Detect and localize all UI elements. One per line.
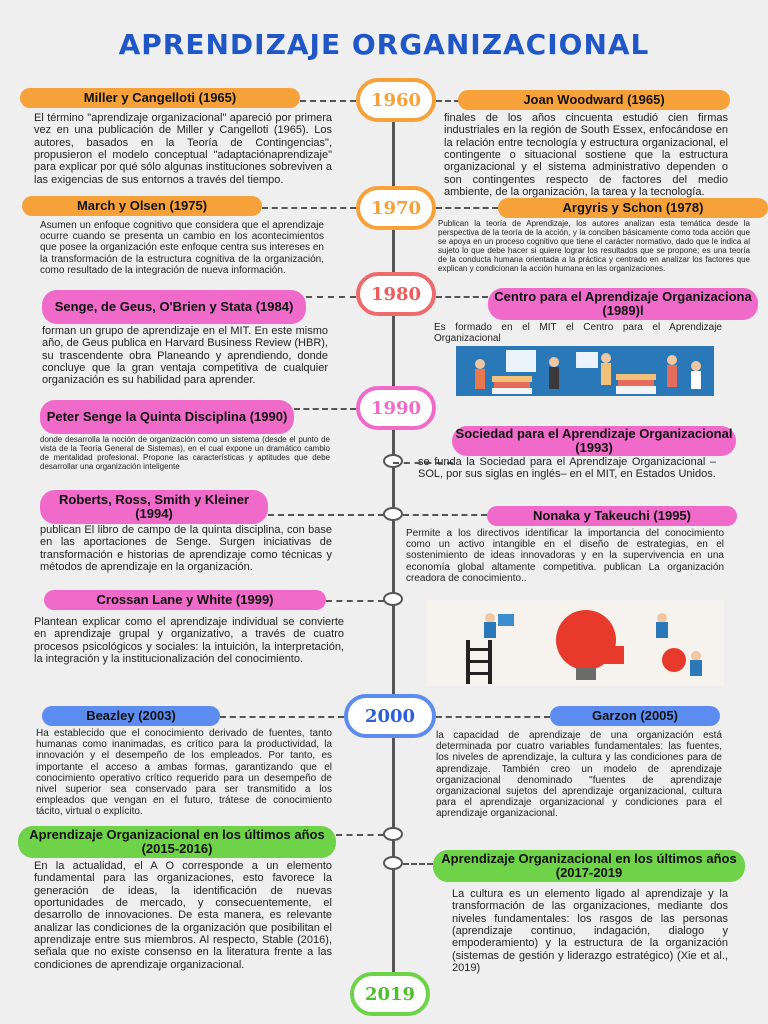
connector (300, 100, 356, 102)
puzzle-bulb-illustration (426, 600, 724, 686)
entry-heading: Sociedad para el Aprendizaje Organizacional (1993) (452, 426, 736, 456)
year-2000: 2000 (344, 694, 436, 738)
entry-heading: Garzon (2005) (550, 706, 720, 726)
entry-text: La cultura es un elemento ligado al aprendizaje y la transformación de las organizaciones, mediante dos niveles fundamentales: los rasgos de las personas (aprendizaje continuo, indagación, dialogo y empoderamiento) y la estructura de la organización (sistemas de gestión y liderazgo estratégico) (Xie et al., 2019) (452, 888, 728, 974)
entry-text: Permite a los directivos identificar la importancia del conocimiento como un activo intangible en el diseño de estrategias, en el sostenimiento de ideas innovadoras y en la supervivencia en una economía global altamente competitiva. publican La organización creadora de conocimiento.. (406, 528, 724, 584)
entry-heading: Aprendizaje Organizacional en los últimos años (2017-2019 (433, 850, 745, 882)
connector (403, 514, 487, 516)
connector (436, 716, 550, 718)
year-2019: 2019 (350, 972, 430, 1016)
year-1990: 1990 (356, 386, 436, 430)
year-1980: 1980 (356, 272, 436, 316)
team-books-illustration (456, 346, 714, 396)
connector (262, 207, 356, 209)
entry-heading: Peter Senge la Quinta Disciplina (1990) (40, 400, 294, 434)
connector (326, 600, 384, 602)
connector (436, 100, 460, 102)
connector (336, 834, 384, 836)
entry-text: Ha establecido que el conocimiento derivado de fuentes, tanto humanas como inanimadas, es crítico para la productividad, la innovación y el desempeño de los empleados. Por tanto, es importante el acceso a ambas formas, garantizando que el conocimiento operativo crítico requerido para un desempeño de nivel superior sea conservado para ser transmitido a los empleados que vengan en el futuro, trátese de conocimiento tácito, virtual o explícito. (36, 728, 332, 818)
connector (268, 514, 384, 516)
year-1960: 1960 (356, 78, 436, 122)
timeline-dot (383, 856, 403, 870)
entry-text: forman un grupo de aprendizaje en el MIT. En este mismo año, de Geus publica en Harvard Business Review (HBR), su trascendente obra Planeando y aprendiendo, donde concluye que la gran ventaja competitiva de cualquier organización es su habilidad para aprender. (42, 325, 328, 387)
entry-heading: Miller y Cangelloti (1965) (20, 88, 300, 108)
page-title: APRENDIZAJE ORGANIZACIONAL (118, 28, 650, 61)
connector (403, 863, 433, 865)
entry-heading: Beazley (2003) (42, 706, 220, 726)
entry-heading: March y Olsen (1975) (22, 196, 262, 216)
entry-heading: Roberts, Ross, Smith y Kleiner (1994) (40, 490, 268, 524)
entry-heading: Aprendizaje Organizacional en los últimos años (2015-2016) (18, 826, 336, 858)
connector (306, 296, 356, 298)
entry-text: Asumen un enfoque cognitivo que considera que el aprendizaje ocurre cuando se presenta un cambio en los acontecimientos que posee la organización este enfoque centra sus intereses en la transformación de la estructura cognitiva de la organización, como resultado de la integración de nueva información. (40, 220, 324, 276)
entry-text: se funda la Sociedad para el Aprendizaje Organizacional –SOL, por sus siglas en inglés– en el MIT, en Estados Unidos. (418, 456, 716, 481)
timeline-dot (383, 454, 403, 468)
connector (294, 408, 356, 410)
entry-text: Publican la teoría de Aprendizaje, los autores analizan esta temática desde la perspectiva de la teoría de la acción, y la conciben básicamente como toda acción que se apoya en un proceso cognitivo que tiene el carácter normativo, dado que le indica al sujeto lo que debe hacer si quiere lograr los resultados que se propone; es una teoría de la conducta humana orientada a la práctica y centrado en analizar los factores que explican y condicionan la acción humana en las organizaciones. (438, 219, 750, 273)
entry-text: la capacidad de aprendizaje de una organización está determinada por cuatro variables fundamentales: las fuentes, los niveles de aprendizaje, la cultura y las condiciones para de aprendizaje. También creo un modelo de aprendizaje organizacional denominado "fuentes de aprendizaje organizacional sujetos del aprendizaje organizacional, cultura para el aprendizaje organizacional y condiciones para el aprendizaje organizacional. (436, 730, 722, 820)
entry-text: Es formado en el MIT el Centro para el Aprendizaje Organizacional (434, 322, 722, 345)
entry-text: Plantean explicar como el aprendizaje individual se convierte en aprendizaje grupal y organizativo, a través de cuatro procesos psicológicos y sociales: la intuición, la interpretación, la integración y la institucionalización del conocimiento. (34, 616, 344, 665)
entry-heading: Crossan Lane y White (1999) (44, 590, 326, 610)
entry-text: finales de los años cincuenta estudió cien firmas industriales en la región de South Essex, enfocándose en la relación entre tecnología y estructura organizacional, el contingente o situacional sostiene que la estructura organizacional y el sistema administrativo dependen o son contingentes respecto de factores del medio ambiente, de la organización, la tarea y la tecnología. (444, 112, 728, 198)
entry-heading: Nonaka y Takeuchi (1995) (487, 506, 737, 526)
entry-heading: Argyris y Schon (1978) (498, 198, 768, 218)
year-1970: 1970 (356, 186, 436, 230)
entry-text: El término "aprendizaje organizacional" apareció por primera vez en una publicación de Miller y Cangelloti (1965). Los autores, basados en la Teoría de Contingencias", propusieron el modelo conceptual "adaptaciónaprendizaje" para explicar por qué sólo algunas instituciones sobreviven a las exigencias de sus entornos a través del tiempo. (34, 112, 332, 186)
entry-heading: Joan Woodward (1965) (458, 90, 730, 110)
connector (220, 716, 344, 718)
entry-text: publican El libro de campo de la quinta disciplina, con base en las aportaciones de Senge. Surgen iniciativas de transformación e historias de aprendizaje como técnicas y métodos de aprendizaje en la organización. (40, 524, 332, 573)
entry-heading: Senge, de Geus, O'Brien y Stata (1984) (42, 290, 306, 324)
entry-text: donde desarrolla la noción de organización como un sistema (desde el punto de vista de la Teoría General de Sistemas), en el cual expone un dramático cambio de mentalidad profesional. Propone las características y aptitudes que debe desarrollar una organización inteligente (40, 435, 330, 471)
connector (436, 207, 498, 209)
timeline-dot (383, 827, 403, 841)
entry-text: En la actualidad, el A O corresponde a un elemento fundamental para las organizaciones, esto favorece la generación de ideas, la identificación de nuevas oportunidades de mercado, y consecuentemente, el desarrollo de innovaciones. De esta manera, es relevante analizar las condiciones de la organización que posibilitan el aprendizaje entre sus miembros. Al respecto, Stable (2016), señala que no existe consenso en la literatura frente a las condiciones de aprendizaje organizacional. (34, 860, 332, 971)
entry-heading: Centro para el Aprendizaje Organizaciona (1989)l (488, 288, 758, 320)
timeline-dot (383, 592, 403, 606)
timeline-dot (383, 507, 403, 521)
connector (436, 296, 488, 298)
